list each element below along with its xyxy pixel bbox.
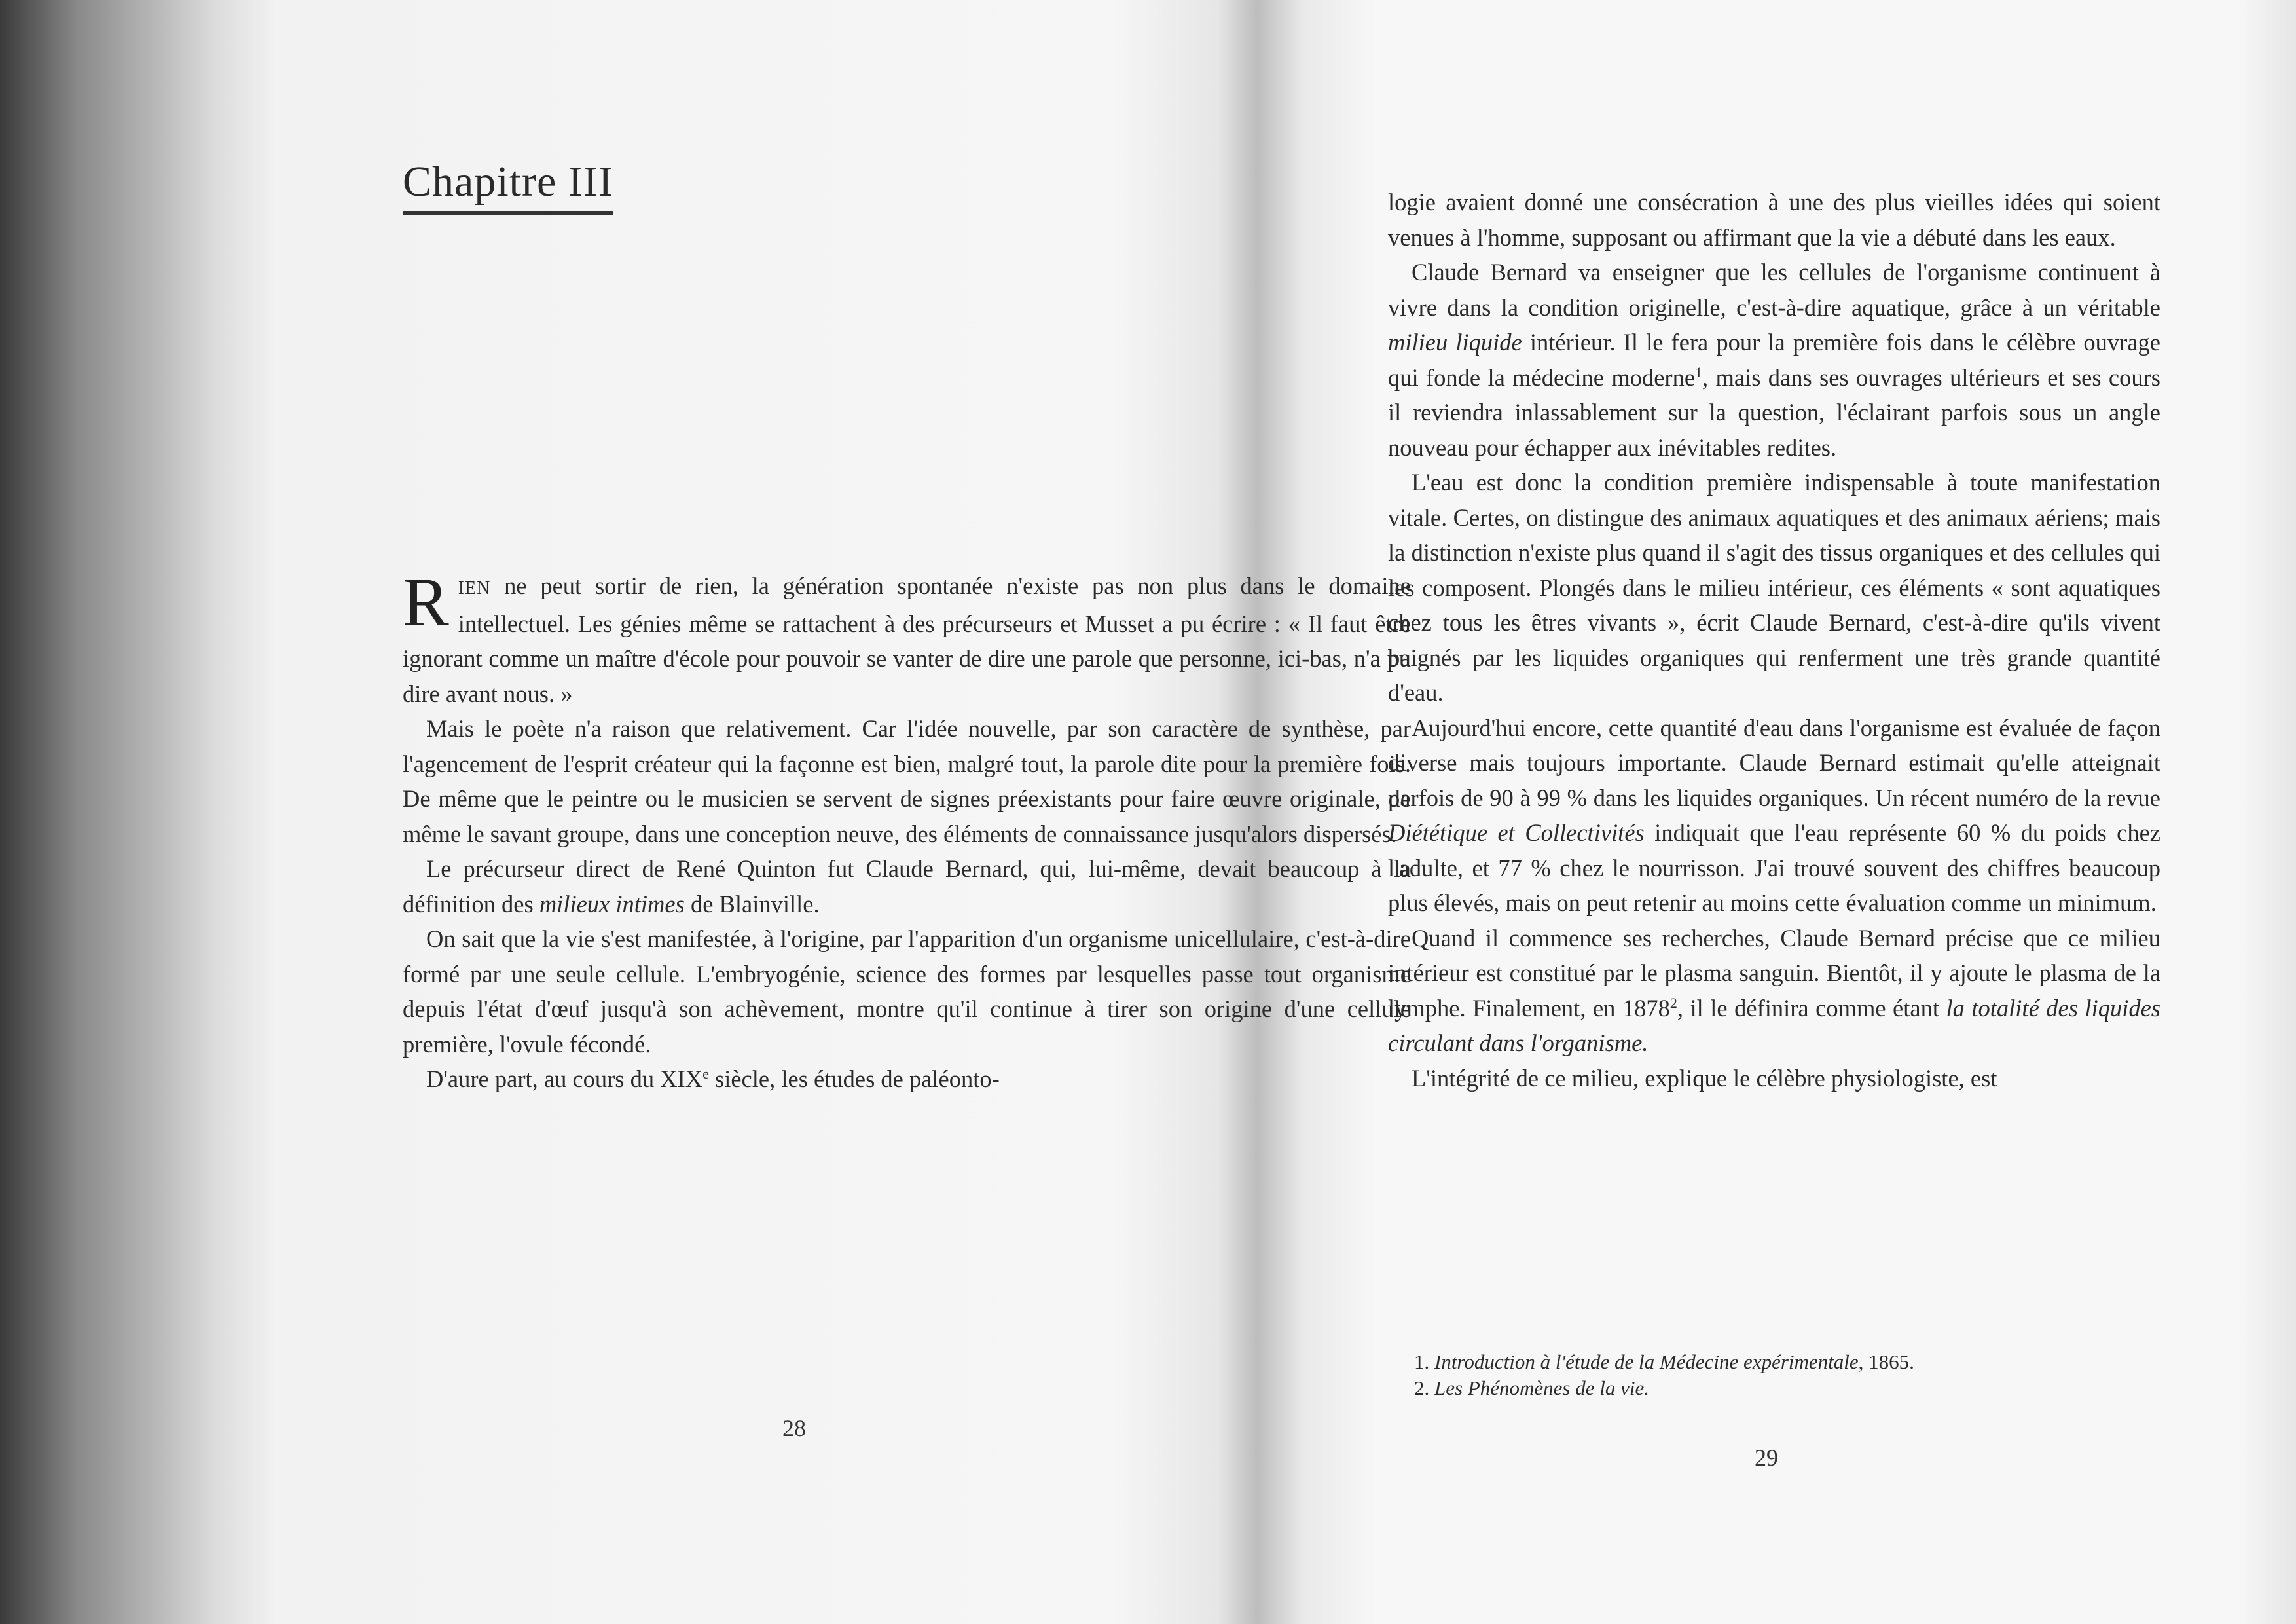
paragraph: On sait que la vie s'est manifestée, à l'origine, par l'apparition d'un organisme unicellulaire, c'est-à-dire formé par une seule cellule. L'embryogénie, science des formes par lesquelles passe tout organisme depuis l'état d'œuf jusqu'à son achèvement, montre qu'il continue à tirer son origine d'une cellule première, l'ovule fécondé. [403, 925, 1411, 1058]
footnotes [1414, 1349, 2147, 1401]
paragraph-text: ne peut sortir de rien, la génération spontanée n'existe pas non plus dans le domaine intellectuel. Les génies même se rattachent à des précurseurs et Musset a pu écrire : « Il faut être ignorant comme un maître d'école pour pouvoir se vanter de dire une parole que personne, ici-bas, n'a pu dire avant nous. » [403, 572, 1412, 707]
superscript: e [702, 1065, 709, 1082]
italic-text: Diététique et Collectivités [1388, 819, 1645, 846]
paragraph: logie avaient donné une consécration à une des plus vieilles idées qui soient venues à l'homme, supposant ou affirmant que la vie a débuté dans les eaux. [1388, 189, 2160, 251]
left-page-body [403, 564, 1412, 1097]
footnote: 2. Les Phénomènes de la vie. [1414, 1376, 1649, 1399]
page-number: 29 [1755, 1445, 1778, 1471]
paragraph: Quand il commence ses recherches, Claude Bernard précise que ce milieu intérieur est constitué par le plasma sanguin. Bientôt, il y ajoute le plasma de la lymphe. Finalement, en 1878$^2$, il le définira comme étant la totalité des liquides circulant dans l'organisme. [1388, 924, 2161, 1056]
italic-text: milieux intimes [539, 890, 685, 917]
paragraph: Mais le poète n'a raison que relativement. Car l'idée nouvelle, par son caractère de synthèse, par l'agencement de l'esprit créateur qui la façonne est bien, malgré tout, la parole dite pour la première fois. De même que le peintre ou le musicien se servent de signes préexistants pour faire œuvre originale, de même le savant groupe, dans une conception neuve, des éléments de connaissance jusqu'alors dispersés. [403, 715, 1411, 847]
footnote-ref: 1 [1695, 363, 1703, 380]
page-number: 28 [782, 1415, 806, 1441]
footnote: 1. Introduction à l'étude de la Médecine expérimentale, 1865. [1414, 1350, 1914, 1373]
left-page [236, 0, 1412, 1624]
italic-text: la totalité des liquides circulant dans l'organisme. [1388, 994, 2161, 1056]
right-page [1283, 0, 2278, 1624]
paragraph: D'aure part, au cours du XIXe siècle, les études de paléonto- [426, 1065, 1000, 1092]
drop-cap: R [403, 564, 449, 640]
first-word-smallcaps: IEN [458, 578, 491, 599]
footnote-ref: 2 [1669, 994, 1677, 1011]
paragraph: Claude Bernard va enseigner que les cellules de l'organisme continuent à vivre dans la condition originelle, c'est-à-dire aquatique, grâce à un véritable milieu liquide intérieur. Il le fera pour la première fois dans le célèbre ouvrage qui fonde la médecine moderne$^1$, mais dans ses ouvrages ultérieurs et ses cours il reviendra inlassablement sur la question, l'éclairant parfois sous un angle nouveau pour échapper aux inévitables redites. [1388, 259, 2160, 461]
paragraph [403, 564, 1412, 711]
italic-text: milieu liquide [1388, 329, 1522, 356]
paragraph: Le précurseur direct de René Quinton fut Claude Bernard, qui, lui-même, devait beaucoup à la définition des milieux intimes de Blainville. [403, 855, 1411, 917]
paragraph: Aujourd'hui encore, cette quantité d'eau dans l'organisme est évaluée de façon diverse mais toujours importante. Claude Bernard estimait qu'elle atteignait parfois de 90 à 99 % dans les liquides organiques. Un récent numéro de la revue Diététique et Collectivités indiquait que l'eau représente 60 % du poids chez l'adulte, et 77 % chez le nourrisson. J'ai trouvé souvent des chiffres beaucoup plus élevés, mais on peut retenir au moins cette évaluation comme un minimum. [1388, 714, 2161, 916]
right-page-body [1388, 185, 2160, 1096]
paragraph: L'intégrité de ce milieu, explique le célèbre physiologiste, est [1412, 1064, 1997, 1092]
chapter-title: Chapitre III [403, 157, 613, 215]
paragraph: L'eau est donc la condition première indispensable à toute manifestation vitale. Certes, on distingue des animaux aquatiques et des animaux aériens; mais la distinction n'existe plus quand il s'agit des tissus organiques et des cellules qui les composent. Plongés dans le milieu intérieur, ces éléments « sont aquatiques chez tous les êtres vivants », écrit Claude Bernard, c'est-à-dire qu'ils vivent baignés par les liquides organiques qui renferment une très grande quantité d'eau. [1388, 469, 2160, 706]
